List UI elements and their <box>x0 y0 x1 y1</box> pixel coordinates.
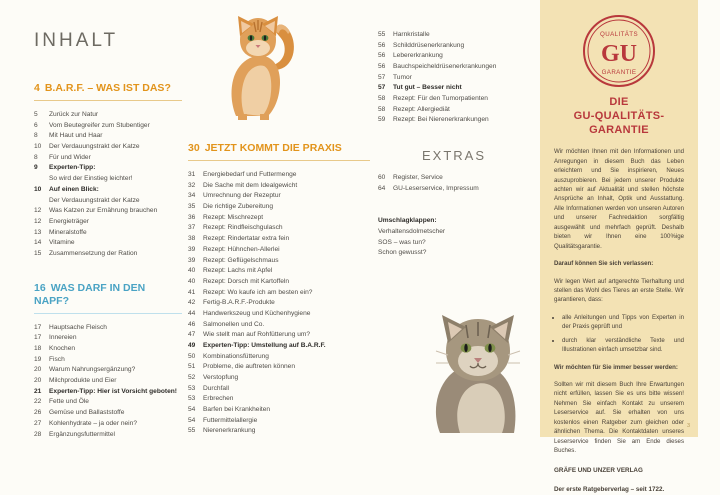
toc-entry-label: Erbrechen <box>203 395 234 403</box>
toc-entry[interactable] <box>378 62 530 73</box>
toc-entry-label: Energiebedarf und Futtermenge <box>203 171 297 179</box>
toc-entry-page: 40 <box>188 267 196 275</box>
toc-entry-label: Tut gut – Besser nicht <box>393 84 462 92</box>
toc-entry-label: Rezept: Hühnchen-Allerlei <box>203 245 280 253</box>
toc-entry[interactable] <box>188 298 370 309</box>
toc-entry-page: 9 <box>34 164 38 172</box>
toc-entry-page: 14 <box>34 239 42 247</box>
toc-entry-page: 57 <box>378 84 386 92</box>
toc-entry-page: 39 <box>188 245 196 253</box>
toc-entry-label: Für und Wider <box>49 153 91 161</box>
toc-entry-label: Rezept: Lachs mit Apfel <box>203 267 273 275</box>
sidebar-subheading-besser: Wir möchten für Sie immer besser werden: <box>554 363 678 371</box>
toc-column-third <box>370 0 540 437</box>
sidebar-title: DIE GU-QUALITÄTS- GARANTIE <box>573 96 665 136</box>
toc-entry[interactable] <box>188 373 370 384</box>
toc-entry[interactable] <box>34 206 182 217</box>
chapter-number: 16 <box>34 281 46 294</box>
toc-entry[interactable] <box>34 365 182 376</box>
chapter-title: WAS DARF IN DEN NAPF? <box>34 281 146 307</box>
toc-entry-page: 19 <box>34 355 42 363</box>
toc-entry-page: 38 <box>188 235 196 243</box>
toc-entry[interactable] <box>378 105 530 116</box>
toc-entry-page: 12 <box>34 207 42 215</box>
toc-entry[interactable] <box>34 387 182 398</box>
toc-entry-page: 55 <box>188 427 196 435</box>
toc-entry-page: 46 <box>188 320 196 328</box>
toc-entry[interactable] <box>188 223 370 234</box>
toc-entry[interactable] <box>188 320 370 331</box>
toc-entry-page: 35 <box>188 203 196 211</box>
svg-text:GU: GU <box>601 41 637 67</box>
toc-entry-page: 49 <box>188 341 196 349</box>
gu-quality-seal <box>582 14 656 88</box>
toc-entry-label: Vitamine <box>49 239 75 247</box>
toc-entry-page: 60 <box>378 174 386 182</box>
toc-entry-page: 34 <box>188 192 196 200</box>
toc-entry[interactable] <box>188 309 370 320</box>
sidebar-paragraph-besser: Sollten wir mit diesem Buch Ihre Erwartungen nicht erfüllen, lassen Sie es uns bitte wissen! Nehmen Sie einfach Kontakt zu unserem Leserservice auf. Sie erhalten von uns kostenlos einen Ratgeber zum gleichen oder ähnlichen Thema. Die Kontaktdaten unseres Leserservice finden Sie am Ende dieses Buches. <box>554 381 684 455</box>
toc-entry-label: Auf einen Blick: <box>49 185 99 193</box>
toc-entry[interactable] <box>34 376 182 387</box>
toc-entry-page: 53 <box>188 384 196 392</box>
toc-entry-label: Innereien <box>49 334 77 342</box>
toc-entry-page: 36 <box>188 213 196 221</box>
toc-entry-page <box>34 174 49 185</box>
toc-entry-page: 56 <box>378 52 386 60</box>
toc-entry[interactable] <box>188 266 370 277</box>
toc-entry[interactable] <box>378 115 530 126</box>
toc-entry-label: Rezept: Wo kaufe ich am besten ein? <box>203 288 313 296</box>
toc-entry-label: Fette und Öle <box>49 398 89 406</box>
toc-entry-label: Durchfall <box>203 384 230 392</box>
toc-entry-page: 47 <box>188 331 196 339</box>
toc-entry[interactable] <box>378 184 530 195</box>
toc-entry-page: 51 <box>188 363 196 371</box>
chapter-title: JETZT KOMMT DIE PRAXIS <box>204 142 342 154</box>
toc-entry[interactable] <box>188 213 370 224</box>
toc-entry-label: Experten-Tipp: Umstellung auf B.A.R.F. <box>203 341 326 349</box>
toc-entry-label: Barfen bei Krankheiten <box>203 405 271 413</box>
toc-entry-label: Vom Beutegreifer zum Stubentiger <box>49 121 150 129</box>
toc-entry-page: 41 <box>188 288 196 296</box>
toc-entry[interactable] <box>188 405 370 416</box>
toc-entry[interactable] <box>34 153 182 164</box>
umschlag-item: Verhaltensdolmetscher <box>378 228 446 236</box>
toc-entry[interactable] <box>188 256 370 267</box>
toc-entry[interactable] <box>188 234 370 245</box>
toc-entry-label: Der Verdauungstrakt der Katze <box>49 196 140 204</box>
toc-entry-label: Verstopfung <box>203 373 239 381</box>
toc-entry[interactable] <box>34 228 182 239</box>
toc-entry-page: 22 <box>34 398 42 406</box>
toc-entry[interactable] <box>34 142 182 153</box>
toc-entry-page: 21 <box>34 387 42 395</box>
toc-entry-label: Experten-Tipp: <box>49 164 96 172</box>
toc-entry[interactable] <box>188 384 370 395</box>
toc-column-middle <box>182 0 370 437</box>
toc-column-left <box>0 0 182 437</box>
toc-entry-page: 6 <box>34 121 38 129</box>
toc-entry-page: 39 <box>188 256 196 264</box>
toc-entry-label: Lebererkrankung <box>393 52 443 60</box>
toc-entry-page: 44 <box>188 309 196 317</box>
chapter-title: B.A.R.F. – WAS IST DAS? <box>44 82 171 94</box>
toc-entry-page: 15 <box>34 249 42 257</box>
toc-entry-label: Was Katzen zur Ernährung brauchen <box>49 207 158 215</box>
sidebar-bullet: • alle Anleitungen und Tipps von Experten in der Praxis geprüft und <box>562 313 684 332</box>
toc-entry-page: 13 <box>34 228 42 236</box>
toc-entry-page: 10 <box>34 185 42 193</box>
toc-entry[interactable] <box>188 352 370 363</box>
toc-entry[interactable] <box>378 30 530 41</box>
page-title: INHALT <box>34 30 119 51</box>
gu-quality-guarantee-sidebar <box>540 0 698 494</box>
chapter-heading-barf <box>34 82 182 101</box>
toc-entry-label: Rezept: Rindertatar extra fein <box>203 235 290 243</box>
toc-entry-page: 58 <box>378 105 386 113</box>
toc-entry-label: Energieträger <box>49 217 89 225</box>
toc-entry[interactable] <box>188 245 370 256</box>
toc-entry-page: 8 <box>34 132 38 140</box>
toc-entry[interactable] <box>378 94 530 105</box>
toc-entry-page: 5 <box>34 111 38 119</box>
toc-entry-page: 10 <box>34 143 42 151</box>
toc-entry[interactable] <box>34 238 182 249</box>
toc-entry-label: Umrechnung der Rezeptur <box>203 192 281 200</box>
toc-list-barf <box>34 110 182 259</box>
toc-entry-label: Der Verdauungstrakt der Katze <box>49 143 140 151</box>
toc-entry-page: 56 <box>378 41 386 49</box>
toc-entry[interactable] <box>188 416 370 427</box>
toc-entry-label: Rezept: Für den Tumorpatienten <box>393 95 488 103</box>
toc-entry[interactable] <box>34 419 182 430</box>
toc-entry[interactable] <box>34 217 182 228</box>
toc-entry-label: Zusammensetzung der Ration <box>49 249 138 257</box>
toc-entry[interactable] <box>378 41 530 52</box>
toc-entry-label: Warum Nahrungsergänzung? <box>49 366 136 374</box>
chapter-heading-praxis <box>188 142 370 161</box>
svg-text:GARANTIE: GARANTIE <box>601 69 637 76</box>
toc-entry-page <box>34 196 49 207</box>
toc-entry-label: Die Sache mit dem Idealgewicht <box>203 181 298 189</box>
toc-list-praxis-cont <box>378 30 530 126</box>
toc-entry-label: Futtermittelallergie <box>203 416 258 424</box>
toc-entry-page: 17 <box>34 334 42 342</box>
toc-entry-page: 20 <box>34 366 42 374</box>
toc-entry-page: 8 <box>34 153 38 161</box>
cat-sitting-photo <box>402 305 540 433</box>
toc-entry-label: Ergänzungsfuttermittel <box>49 430 115 438</box>
toc-entry-label: Mineralstoffe <box>49 228 87 236</box>
toc-entry[interactable] <box>34 355 182 366</box>
toc-entry-page: 50 <box>188 352 196 360</box>
toc-entry[interactable] <box>378 73 530 84</box>
svg-text:QUALITÄTS: QUALITÄTS <box>600 31 638 38</box>
toc-entry-label: Knochen <box>49 345 76 353</box>
toc-entry-label: GU-Leserservice, Impressum <box>393 184 479 192</box>
toc-entry[interactable] <box>34 131 182 142</box>
toc-entry-page: 12 <box>34 217 42 225</box>
toc-entry-page: 17 <box>34 323 42 331</box>
sidebar-guarantee-bullets <box>554 313 684 355</box>
toc-entry-page: 58 <box>378 95 386 103</box>
toc-entry-label: Milchprodukte und Eier <box>49 377 117 385</box>
toc-entry-label: Probleme, die auftreten können <box>203 363 296 371</box>
toc-entry[interactable] <box>188 181 370 192</box>
toc-entry[interactable] <box>34 323 182 334</box>
chapter-number: 30 <box>188 142 200 154</box>
toc-entry-label: Hauptsache Fleisch <box>49 323 107 331</box>
toc-entry-label: Handwerkszeug und Küchenhygiene <box>203 309 311 317</box>
toc-entry[interactable] <box>34 408 182 419</box>
toc-entry-page: 59 <box>378 116 386 124</box>
toc-entry[interactable] <box>34 121 182 132</box>
toc-entry-page: 37 <box>188 224 196 232</box>
toc-entry-page: 55 <box>378 31 386 38</box>
toc-entry-page: 64 <box>378 184 386 192</box>
toc-entry-page: 27 <box>34 419 42 427</box>
toc-entry-page: 28 <box>34 430 42 438</box>
toc-entry-label: Fertig-B.A.R.F.-Produkte <box>203 299 275 307</box>
toc-entry-label: Die richtige Zubereitung <box>203 203 274 211</box>
toc-entry[interactable] <box>34 174 182 185</box>
toc-entry-page: 52 <box>188 373 196 381</box>
umschlag-item: SOS – was tun? <box>378 238 426 246</box>
toc-entry-label: Fisch <box>49 355 65 363</box>
toc-entry-page: 40 <box>188 277 196 285</box>
toc-entry[interactable] <box>188 330 370 341</box>
toc-entry[interactable] <box>34 163 182 174</box>
toc-entry-label: Rezept: Geflügelschmaus <box>203 256 279 264</box>
umschlagklappen-heading: Umschlagklappen: <box>378 217 437 225</box>
toc-entry-label: Experten-Tipp: Hier ist Vorsicht geboten! <box>49 387 177 395</box>
toc-entry-label: Zurück zur Natur <box>49 111 99 119</box>
toc-entry-page: 32 <box>188 181 196 189</box>
toc-entry[interactable] <box>188 394 370 405</box>
toc-list-napf <box>34 323 182 440</box>
toc-entry-label: Register, Service <box>393 174 443 182</box>
toc-entry[interactable] <box>188 170 370 181</box>
toc-entry-page: 42 <box>188 299 196 307</box>
toc-entry[interactable] <box>188 202 370 213</box>
toc-entry-page: 18 <box>34 345 42 353</box>
toc-entry[interactable] <box>34 196 182 207</box>
toc-entry-page: 26 <box>34 409 42 417</box>
chapter-number: 4 <box>34 82 40 94</box>
toc-entry-label: Rezept: Mischrezept <box>203 213 264 221</box>
toc-entry[interactable] <box>188 191 370 202</box>
toc-list-praxis <box>188 170 370 437</box>
toc-entry[interactable] <box>34 430 182 441</box>
toc-entry-page: 54 <box>188 416 196 424</box>
toc-entry-label: Nierenerkrankung <box>203 427 256 435</box>
toc-entry[interactable] <box>34 344 182 355</box>
umschlagklappen-block <box>378 216 530 259</box>
toc-entry-label: Gemüse und Ballaststoffe <box>49 409 125 417</box>
toc-entry-label: Rezept: Dorsch mit Kartoffeln <box>203 277 289 285</box>
toc-entry[interactable] <box>188 288 370 299</box>
page-number: 3 <box>686 423 690 430</box>
chapter-heading-napf <box>34 282 182 314</box>
toc-entry-page: 31 <box>188 171 196 179</box>
toc-entry-label: Schilddrüsenerkrankung <box>393 41 465 49</box>
toc-entry-label: Mit Haut und Haar <box>49 132 103 140</box>
toc-entry-label: Wie stellt man auf Rohfütterung um? <box>203 331 311 339</box>
sidebar-bullet: • durch klar verständliche Texte und Illustrationen einfach umsetzbar sind. <box>562 336 684 355</box>
toc-entry[interactable] <box>378 83 530 94</box>
toc-entry[interactable] <box>188 277 370 288</box>
toc-entry-page: 54 <box>188 405 196 413</box>
toc-entry[interactable] <box>378 173 530 184</box>
toc-entry-page: 53 <box>188 395 196 403</box>
toc-entry-page: 56 <box>378 63 386 71</box>
cat-standing-illustration <box>210 6 306 124</box>
umschlag-item: Schon gewusst? <box>378 249 427 257</box>
toc-entry-page: 57 <box>378 73 386 81</box>
sidebar-paragraph-intro: Wir möchten Ihnen mit den Informationen und Anregungen in diesem Buch das Leben erleichtern und Sie inspirieren, Neues auszuprobieren. Bei jedem unserer Produkte achten wir auf Aktualität und stellen höchste Ansprüche an Inhalt, Optik und Ausstattung. Alle Informationen werden von unseren Autoren und unserer Fachredaktion sorgfältig ausgewählt und mehrfach geprüft. Deshalb bieten wir Ihnen eine 100%ige Qualitätsgarantie. <box>554 148 684 250</box>
toc-entry-label: Rezept: Bei Nierenerkrankungen <box>393 116 489 124</box>
toc-entry-label: Rezept: Rindfleischgulasch <box>203 224 283 232</box>
toc-entry-label: So wird der Einstieg leichter! <box>49 175 133 183</box>
toc-entry-label: Rezept: Allergiediät <box>393 105 450 113</box>
toc-entry[interactable] <box>34 110 182 121</box>
sidebar-subheading-verlassen: Darauf können Sie sich verlassen: <box>554 260 654 268</box>
toc-entry[interactable] <box>34 397 182 408</box>
toc-entry-label: Kohlenhydrate – ja oder nein? <box>49 419 137 427</box>
toc-entry[interactable] <box>34 333 182 344</box>
toc-entry[interactable] <box>34 249 182 260</box>
publisher-name: GRÄFE UND UNZER VERLAG <box>554 466 643 474</box>
toc-entry-page: 20 <box>34 377 42 385</box>
toc-entry-label: Harnkristalle <box>393 31 430 38</box>
sidebar-paragraph-verlassen: Wir legen Wert auf artgerechte Tierhaltung und stellen das Wohl des Tieres an erste Stelle. Wir garantieren, dass: <box>554 277 684 304</box>
toc-entry[interactable] <box>378 51 530 62</box>
toc-entry-label: Kombinationsfütterung <box>203 352 269 360</box>
toc-entry[interactable] <box>188 362 370 373</box>
toc-entry-label: Tumor <box>393 73 412 81</box>
toc-entry[interactable] <box>188 341 370 352</box>
toc-list-extras <box>378 173 530 194</box>
toc-entry-label: Bauchspeicheldrüsenerkrankungen <box>393 63 497 71</box>
toc-entry[interactable] <box>34 185 182 196</box>
extras-heading: EXTRAS <box>421 148 486 164</box>
publisher-claim: Der erste Ratgeberverlag – seit 1722. <box>554 486 665 494</box>
toc-entry[interactable] <box>188 426 370 437</box>
toc-entry-label: Salmonellen und Co. <box>203 320 265 328</box>
